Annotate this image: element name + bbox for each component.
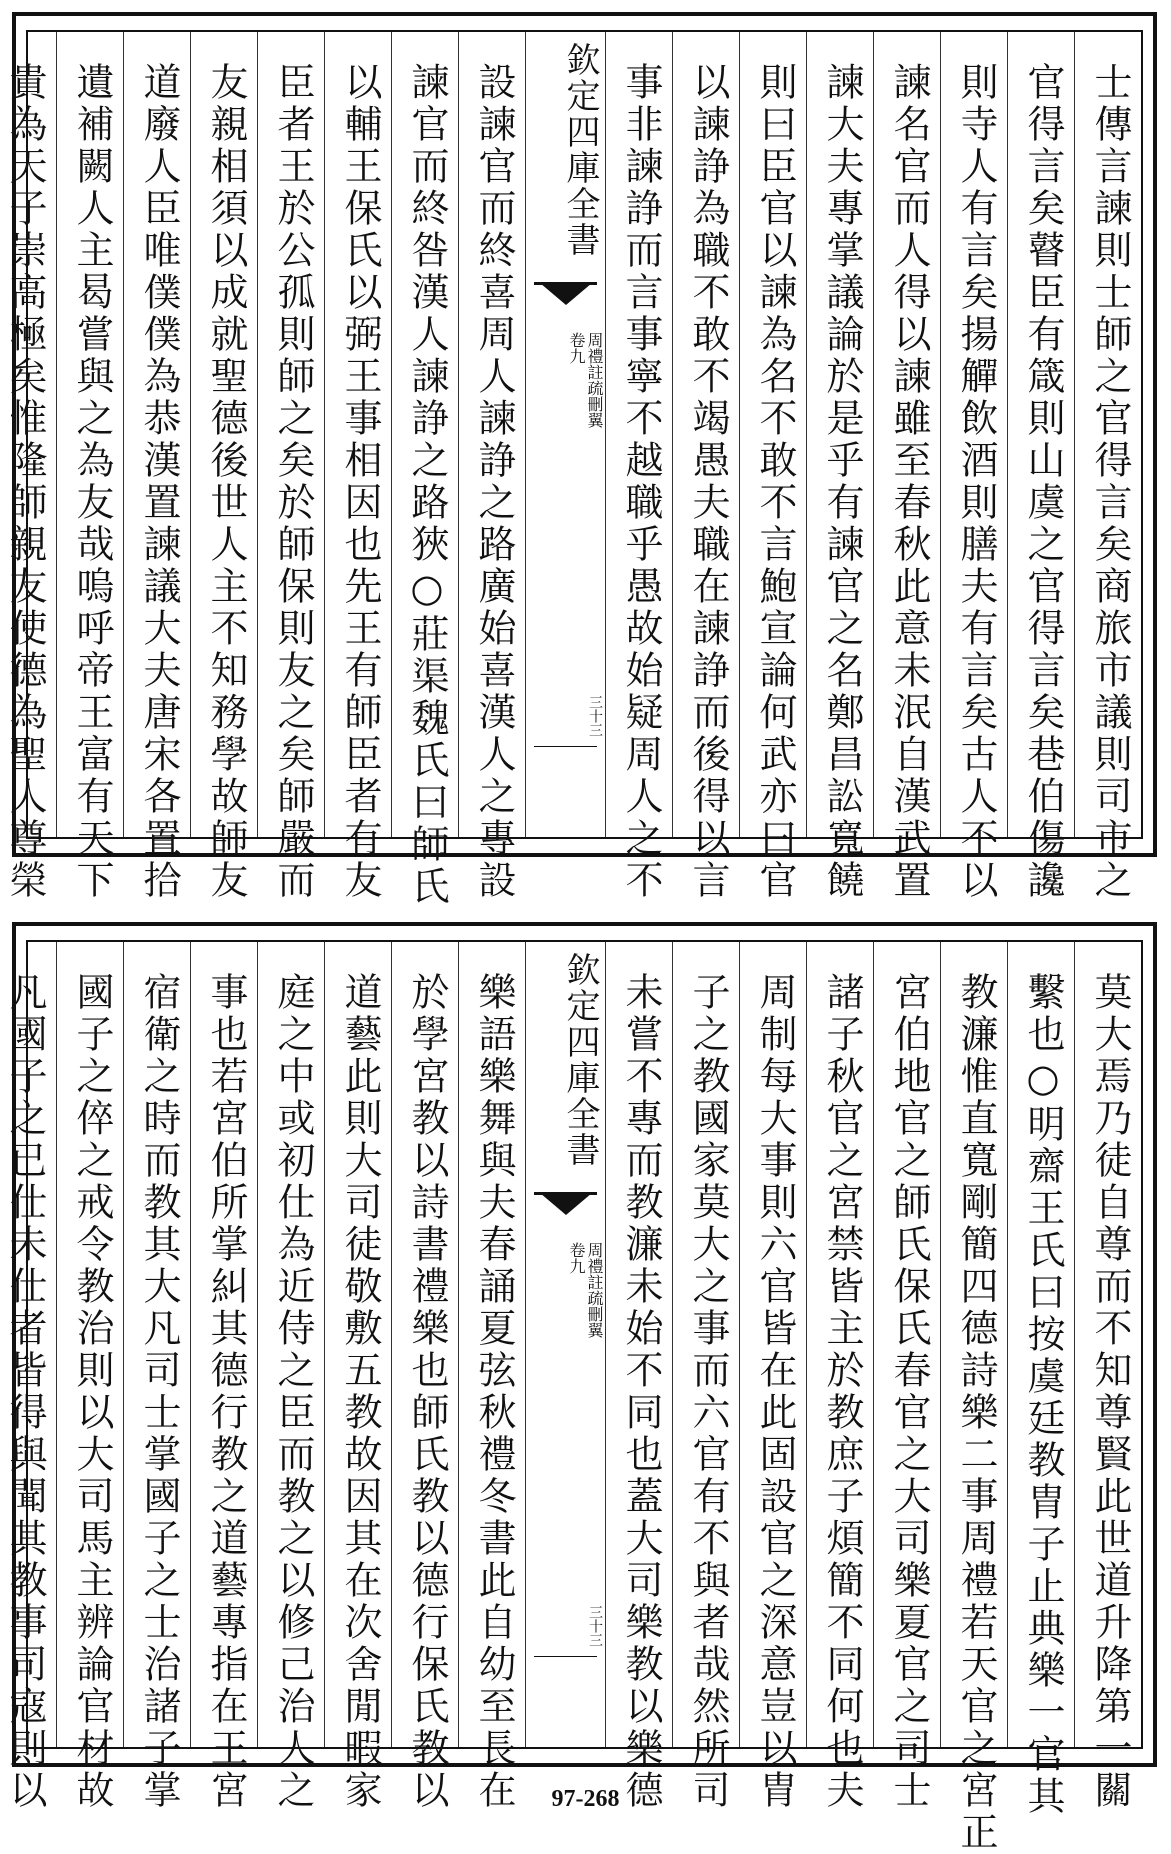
text-column — [672, 942, 739, 1812]
text-column — [56, 32, 123, 902]
page-footer-number: 97-268 — [551, 1786, 620, 1812]
text-column — [739, 32, 806, 902]
text-column — [458, 32, 525, 902]
column-text: 庭之中或初仕為近侍之臣而教之以修己治人之 — [271, 972, 315, 1812]
column-text: 諫大夫專掌議論於是乎有諫官之名鄭昌訟寬饒 — [820, 62, 864, 902]
text-column — [739, 942, 806, 1812]
collection-title: 欽定四庫全書 — [560, 952, 600, 1168]
column-text: 諫名官而人得以諫雖至春秋此意未泯自漢武置 — [887, 62, 931, 902]
column-text: 周制每大事則六官皆在此固設官之深意豈以胄 — [753, 972, 797, 1812]
column-text: 士傳言諫則士師之官得言矣商旅市議則司市之 — [1088, 62, 1132, 902]
text-column — [391, 942, 458, 1812]
column-text: 則寺人有言矣揚觶飲酒則膳夫有言矣古人不以 — [954, 62, 998, 902]
column-text: 貴為天子崇高極矣惟隆師親友使德為聖人尊榮 — [3, 62, 47, 902]
book-title: 周禮註疏刪翼 — [585, 332, 604, 428]
column-text: 設諫官而終喜周人諫諍之路廣始喜漢人之專設 — [472, 62, 516, 902]
text-column — [605, 32, 672, 902]
banxin-divider — [534, 1656, 597, 1657]
banxin-divider — [534, 746, 597, 747]
fish-tail-mark — [534, 282, 597, 325]
upper-page — [3, 12, 1157, 908]
column-text: 凡國子之已仕未仕者皆得與聞其教事司寇則以 — [3, 972, 47, 1812]
collection-title: 欽定四庫全書 — [560, 42, 600, 258]
leaf-number: 三十三 — [587, 1605, 603, 1647]
text-column — [190, 942, 257, 1812]
column-text: 子之教國家莫大之事而六官有不與者哉然所司 — [686, 972, 730, 1812]
book-title: 周禮註疏刪翼 — [585, 1242, 604, 1338]
column-text: 事非諫諍而言事寧不越職乎愚故始疑周人之不 — [619, 62, 663, 902]
column-text: 國子之倅之戒令教治則以大司馬主辨論官材故 — [70, 972, 114, 1812]
text-column — [1074, 32, 1141, 902]
text-column — [605, 942, 672, 1812]
juan-number: 卷九 — [567, 1242, 586, 1274]
text-column — [391, 32, 458, 908]
fish-tail-mark — [534, 1192, 597, 1235]
column-text: 宿衛之時而教其大凡司士掌國子之士治諸子掌 — [137, 972, 181, 1812]
column-text: 事也若宮伯所掌糾其德行教之道藝專指在王宮 — [204, 972, 248, 1812]
column-text: 未嘗不專而教濂未始不同也蓋大司樂教以樂德 — [619, 972, 663, 1812]
text-column — [806, 942, 873, 1812]
column-text: 以諫諍為職不敢不竭愚夫職在諫諍而後得以言 — [686, 62, 730, 902]
column-text: 於學宮教以詩書禮樂也師氏教以德行保氏教以 — [405, 972, 449, 1812]
center-fold-banxin — [525, 32, 605, 837]
text-column — [0, 942, 56, 1812]
text-column — [1007, 32, 1074, 902]
text-column — [257, 32, 324, 902]
column-text: 道藝此則大司徒敬敷五教故因其在次舍閒暇家 — [338, 972, 382, 1812]
column-text: 道廢人臣唯僕僕為恭漢置諫議大夫唐宋各置拾 — [137, 62, 181, 902]
text-column — [458, 942, 525, 1812]
column-text: 臣者王於公孤則師之矣於師保則友之矣師嚴而 — [271, 62, 315, 902]
column-text: 宮伯地官之師氏保氏春官之大司樂夏官之司士 — [887, 972, 931, 1812]
text-column — [324, 942, 391, 1812]
text-column — [940, 942, 1007, 1854]
text-column — [1007, 942, 1074, 1818]
upper-page-frame — [3, 30, 1143, 908]
column-text: 友親相須以成就聖德後世人主不知務學故師友 — [204, 62, 248, 902]
text-column — [123, 942, 190, 1812]
column-text: 繫也○明齋王氏曰按虞廷教胄子止典樂一官其 — [1021, 972, 1065, 1818]
column-text: 莫大焉乃徒自尊而不知尊賢此世道升降第一關 — [1088, 972, 1132, 1812]
text-column — [806, 32, 873, 902]
text-column — [257, 942, 324, 1812]
leaf-number: 三十三 — [587, 695, 603, 737]
column-text: 諫官而終咎漢人諫諍之路狹○莊渠魏氏曰師氏 — [405, 62, 449, 908]
text-column — [123, 32, 190, 902]
text-column — [672, 32, 739, 902]
text-column — [0, 32, 56, 902]
column-text: 則曰臣官以諫為名不敢不言鮑宣論何武亦曰官 — [753, 62, 797, 902]
column-text: 以輔王保氏以弼王事相因也先王有師臣者有友 — [338, 62, 382, 902]
text-column — [190, 32, 257, 902]
text-column — [873, 942, 940, 1812]
column-text: 官得言矣瞽臣有箴則山虞之官得言矣巷伯傷讒 — [1021, 62, 1065, 902]
column-text: 教濂惟直寬剛簡四德詩樂二事周禮若天官之宮正 — [954, 972, 998, 1854]
column-text: 遺補闕人主曷嘗與之為友哉嗚呼帝王富有天下 — [70, 62, 114, 902]
column-text: 樂語樂舞與夫春誦夏弦秋禮冬書此自幼至長在 — [472, 972, 516, 1812]
text-column — [324, 32, 391, 902]
text-column — [1074, 942, 1141, 1812]
text-column — [940, 32, 1007, 902]
text-column — [873, 32, 940, 902]
text-column — [56, 942, 123, 1812]
column-text: 諸子秋官之宮禁皆主於教庶子煩簡不同何也夫 — [820, 972, 864, 1812]
center-fold-banxin — [525, 942, 605, 1747]
juan-number: 卷九 — [567, 332, 586, 364]
